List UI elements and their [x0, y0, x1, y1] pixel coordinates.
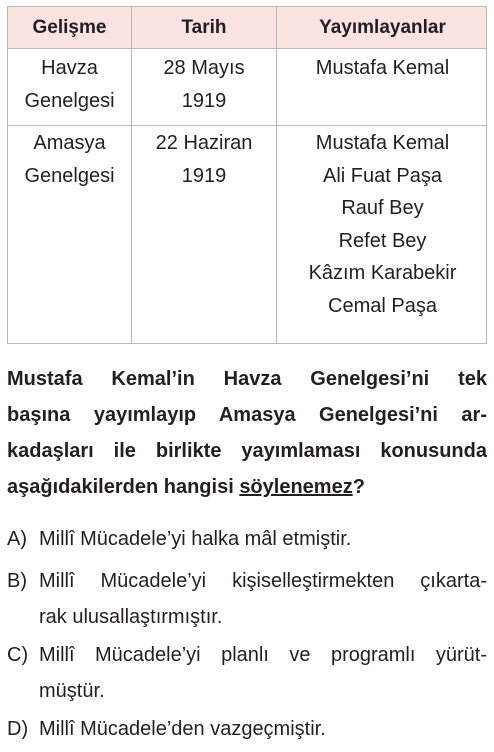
cell-line: Genelgesi [24, 164, 115, 187]
option-a[interactable] [7, 521, 487, 557]
option-c[interactable] [7, 637, 487, 709]
header-yayimlayanlar: Yayımlayanlar [319, 17, 446, 38]
cell-line: Kâzım Karabekir [308, 262, 457, 284]
cell-line: 22 Haziran [155, 132, 253, 154]
question-mark: ? [352, 476, 365, 498]
option-text: rak ulusallaştırmıştır. [39, 606, 223, 628]
cell-line: Amasya [33, 132, 106, 154]
header-tarih: Tarih [181, 17, 227, 38]
cell-line: Havza [41, 57, 98, 79]
cell-line: 1919 [181, 164, 227, 187]
option-text: müştür. [39, 680, 105, 702]
option-text: Millî Mücadele’yi halka mâl etmiştir. [39, 528, 352, 550]
question-line: kadaşları ile birlikte yayımlaması konusunda [7, 440, 487, 462]
cell-line: Genelgesi [24, 89, 115, 112]
question-text: aşağıdakilerden hangisi [7, 476, 240, 498]
underlined-keyword: söylenemez [239, 476, 353, 498]
option-label: D) [7, 718, 29, 740]
cell-line: 1919 [181, 89, 227, 112]
option-label: C) [7, 644, 29, 666]
cell-line: Rauf Bey [341, 197, 424, 219]
cell-line: Cemal Paşa [328, 294, 437, 317]
question-line: Mustafa Kemal’in Havza Genelgesi’ni tek [7, 368, 487, 390]
cell-line: Mustafa Kemal [315, 132, 450, 154]
option-d[interactable] [7, 711, 487, 747]
cell-line: Mustafa Kemal [315, 57, 450, 79]
header-gelisme: Gelişme [32, 17, 107, 38]
option-label: A) [7, 528, 27, 550]
cell-line: Ali Fuat Paşa [323, 164, 442, 187]
table-cell-gelisme [8, 127, 131, 192]
option-text: Millî Mücadele’yi planlı ve programlı yürüt- [39, 644, 487, 666]
table-cell-gelisme [8, 52, 131, 117]
question-line [7, 469, 487, 505]
option-text: Millî Mücadele’yi kişiselleştirmekten çıkarta- [39, 570, 487, 592]
table-cell-tarih [132, 127, 276, 192]
question-stem [7, 361, 487, 505]
question-line: başına yayımlayıp Amasya Genelgesi’ni ar- [7, 404, 487, 426]
table-cell-yayimlayanlar [277, 127, 488, 322]
row-divider [8, 125, 486, 126]
table-cell-yayimlayanlar [277, 52, 488, 85]
table-cell-tarih [132, 52, 276, 117]
option-b[interactable] [7, 563, 487, 635]
cell-line: Refet Bey [338, 229, 427, 252]
option-text: Millî Mücadele’den vazgeçmiştir. [39, 718, 326, 740]
cell-line: 28 Mayıs [163, 57, 245, 79]
info-table [7, 6, 487, 344]
option-label: B) [7, 570, 27, 592]
